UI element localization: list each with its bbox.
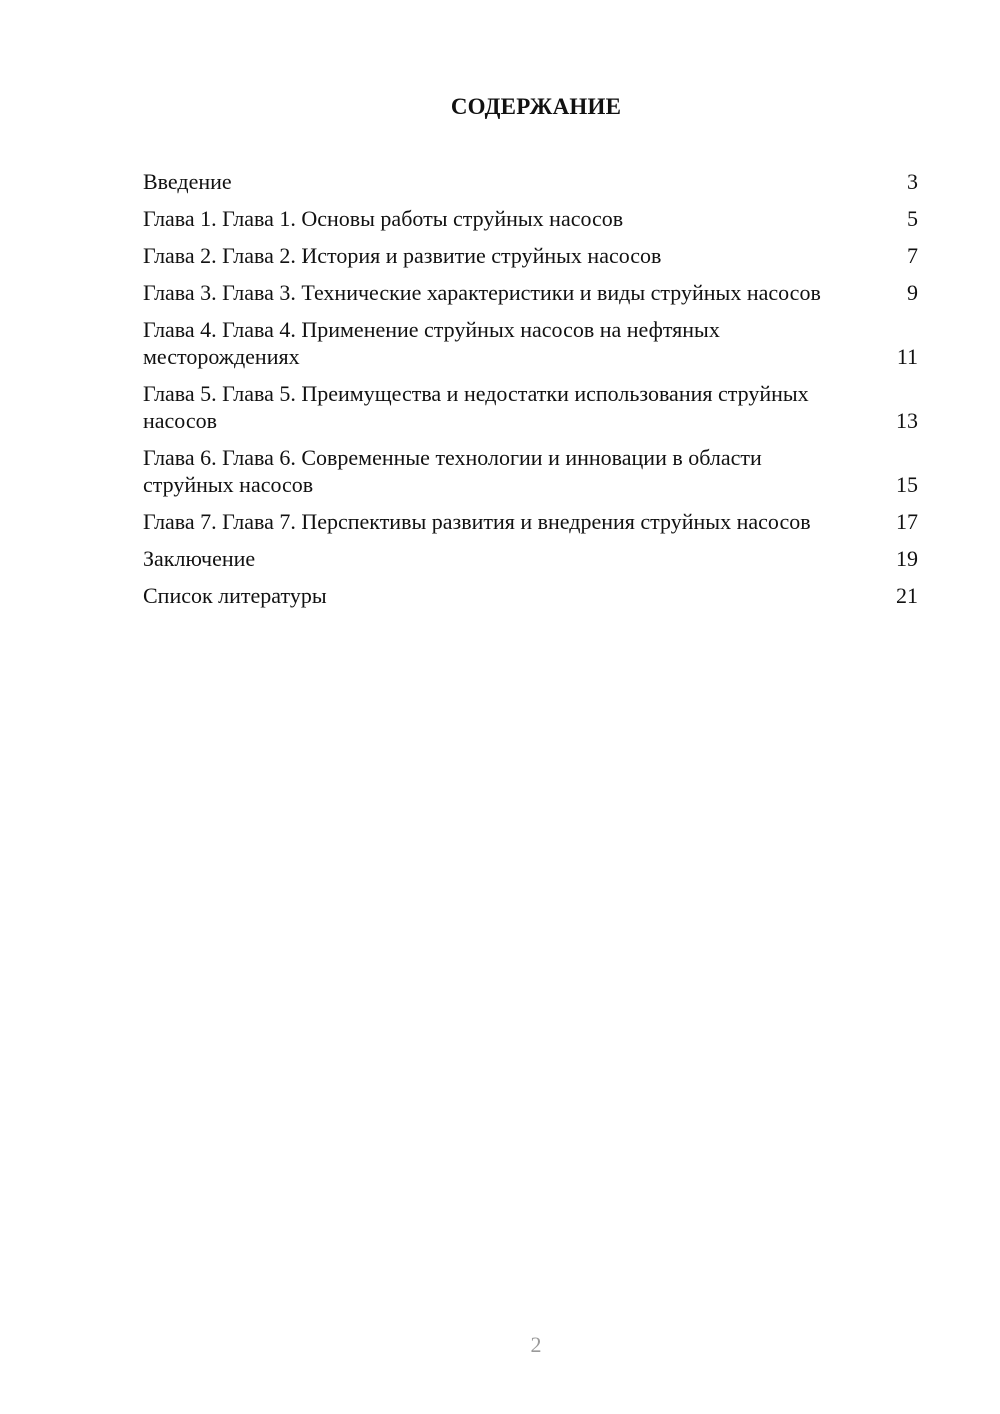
toc-entry[interactable] — [143, 582, 918, 609]
toc-entry-page: 11 — [896, 344, 918, 369]
toc-entry-label: Глава 7. Глава 7. Перспективы развития и внедрения струйных насосов — [143, 509, 811, 534]
toc-entry-page: 5 — [907, 206, 918, 231]
toc-entry-label: Глава 2. Глава 2. История и развитие струйных насосов — [143, 243, 662, 268]
toc-entry[interactable] — [143, 168, 918, 195]
toc-entry[interactable] — [143, 242, 918, 269]
toc-entry-page: 13 — [896, 408, 918, 433]
toc-entry-label: Введение — [143, 169, 232, 194]
toc-entry[interactable] — [143, 545, 918, 572]
page-title: СОДЕРЖАНИЕ — [450, 94, 622, 119]
toc-entry-page: 19 — [896, 546, 918, 571]
toc-entry-label: Глава 1. Глава 1. Основы работы струйных насосов — [143, 206, 624, 231]
toc-entry-page: 15 — [896, 472, 918, 497]
table-of-contents — [143, 168, 918, 619]
toc-entry-label: Глава 6. Глава 6. Современные технологии и инновации в области струйных насосов — [143, 445, 762, 497]
page-number: 2 — [530, 1332, 542, 1357]
toc-entry[interactable] — [143, 279, 918, 306]
toc-entry-label: Глава 5. Глава 5. Преимущества и недостатки использования струйных насосов — [143, 381, 809, 433]
toc-entry-label: Список литературы — [143, 583, 327, 608]
toc-entry-page: 7 — [907, 243, 918, 268]
toc-entry[interactable] — [143, 508, 918, 535]
toc-entry-page: 21 — [896, 583, 918, 608]
toc-entry-label: Заключение — [143, 546, 256, 571]
toc-entry[interactable] — [143, 316, 918, 370]
toc-entry[interactable] — [143, 205, 918, 232]
toc-entry-page: 3 — [907, 169, 918, 194]
toc-entry-page: 17 — [896, 509, 918, 534]
toc-entry[interactable] — [143, 444, 918, 498]
toc-entry-page: 9 — [907, 280, 918, 305]
toc-entry-label: Глава 3. Глава 3. Технические характеристики и виды струйных насосов — [143, 280, 821, 305]
toc-entry[interactable] — [143, 380, 918, 434]
toc-entry-label: Глава 4. Глава 4. Применение струйных насосов на нефтяных месторождениях — [143, 317, 720, 369]
